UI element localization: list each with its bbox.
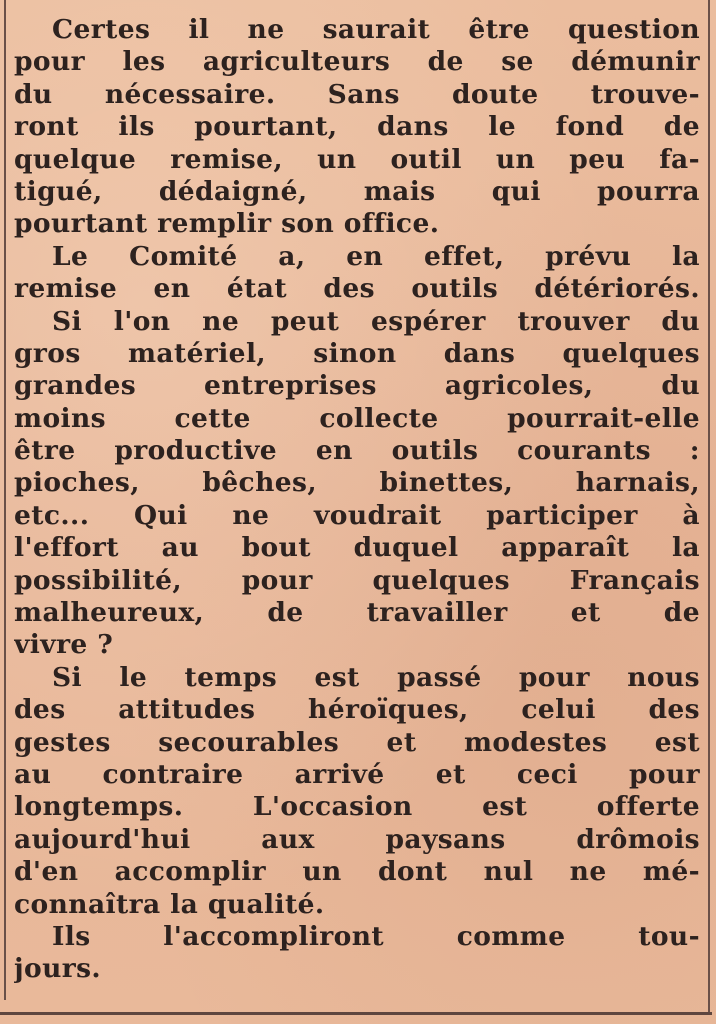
article-line: Le Comité a, en effet, prévu la xyxy=(52,240,700,272)
article-line: l'effort au bout duquel apparaît la xyxy=(14,532,700,564)
article-line: être productive en outils courants : xyxy=(14,435,700,467)
article-line: remise en état des outils détériorés. xyxy=(14,273,700,305)
article-line: gros matériel, sinon dans quelques xyxy=(14,337,700,369)
article-line: gestes secourables et modestes est xyxy=(14,726,700,758)
article-line: ront ils pourtant, dans le fond de xyxy=(14,111,700,143)
left-column-rule xyxy=(4,0,6,1000)
article-line: jours. xyxy=(14,953,102,985)
article-body xyxy=(14,14,700,986)
article-line: d'en accomplir un dont nul ne mé- xyxy=(14,856,700,888)
article-line: grandes entreprises agricoles, du xyxy=(14,370,700,402)
article-line: Si le temps est passé pour nous xyxy=(52,661,700,693)
article-line: aujourd'hui aux paysans drômois xyxy=(14,823,700,855)
article-line: vivre ? xyxy=(14,629,114,661)
article-line: moins cette collecte pourrait-elle xyxy=(14,402,700,434)
right-column-rule xyxy=(708,0,710,1012)
article-line: pour les agriculteurs de se démunir xyxy=(14,46,700,78)
article-line: Ils l'accompliront comme tou- xyxy=(52,920,700,952)
article-line: longtemps. L'occasion est offerte xyxy=(14,791,700,823)
article-line: malheureux, de travailler et de xyxy=(14,597,700,629)
article-line: quelque remise, un outil un peu fa- xyxy=(14,143,700,175)
article-line: pourtant remplir son office. xyxy=(14,208,440,240)
article-line: du nécessaire. Sans doute trouve- xyxy=(14,78,700,110)
article-line: des attitudes héroïques, celui des xyxy=(14,694,700,726)
article-line: connaîtra la qualité. xyxy=(14,888,325,920)
article-line: pioches, bêches, binettes, harnais, xyxy=(14,467,700,499)
article-line: au contraire arrivé et ceci pour xyxy=(14,758,700,790)
article-line: tigué, dédaigné, mais qui pourra xyxy=(14,175,700,207)
article-line: Certes il ne saurait être question xyxy=(52,14,700,45)
bottom-rule xyxy=(0,1012,712,1015)
article-line: etc... Qui ne voudrait participer à xyxy=(14,499,700,531)
article-line: possibilité, pour quelques Français xyxy=(14,564,700,596)
article-line: Si l'on ne peut espérer trouver du xyxy=(52,305,700,337)
